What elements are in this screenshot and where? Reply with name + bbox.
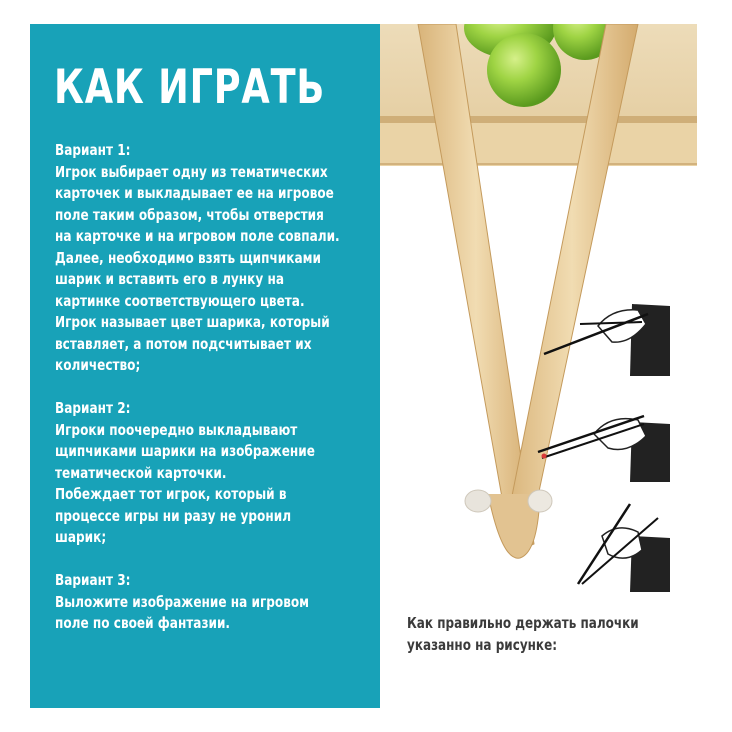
hand-holding-chopsticks-icon <box>538 416 670 482</box>
variant-line: шарик и вставить его в лунку на <box>55 270 284 288</box>
variant-1 <box>55 140 367 377</box>
variant-line: процессе игры ни разу не уронил <box>55 506 292 525</box>
variant-line: картинке соответствующего цвета. <box>55 291 305 310</box>
tweezers-photo <box>380 24 697 600</box>
variant-3 <box>55 570 367 635</box>
variant-heading: Вариант 2: <box>55 399 131 417</box>
variant-heading: Вариант 3: <box>55 571 131 589</box>
variant-line: Далее, необходимо взять щипчиками <box>55 248 322 267</box>
variant-line: щипчиками шарики на изображение <box>55 442 315 460</box>
variant-line: Игрок выбирает одну из тематических <box>55 162 328 181</box>
variant-2 <box>55 398 367 549</box>
caption-line: Как правильно держать палочки <box>407 614 639 632</box>
variant-line: количество; <box>55 356 141 374</box>
instructions-panel <box>30 24 380 708</box>
page-title: КАК ИГРАТЬ <box>54 60 326 115</box>
variant-line: тематической карточки. <box>55 463 227 482</box>
variant-heading: Вариант 1: <box>55 141 131 159</box>
chopsticks-caption <box>407 612 639 656</box>
variant-line: Игроки поочередно выкладывают <box>55 420 298 439</box>
caption-line: указанно на рисунке: <box>407 636 558 654</box>
instructions-text <box>55 140 367 656</box>
hand-holding-chopsticks-icon <box>578 504 670 592</box>
variant-line: поле таким образом, чтобы отверстия <box>55 205 324 224</box>
variant-line: Выложите изображение на игровом <box>55 592 310 611</box>
variant-line: Побеждает тот игрок, который в <box>55 485 287 503</box>
variant-line: поле по своей фантазии. <box>55 614 231 632</box>
green-ball <box>487 33 561 107</box>
variant-line: карточек и выкладывает ее на игровое <box>55 184 334 202</box>
variant-line: на карточке и на игровом поле совпали. <box>55 227 340 245</box>
variant-line: вставляет, а потом подсчитывает их <box>55 334 312 353</box>
variant-line: шарик; <box>55 528 107 546</box>
variant-line: Игрок называет цвет шарика, который <box>55 313 330 331</box>
